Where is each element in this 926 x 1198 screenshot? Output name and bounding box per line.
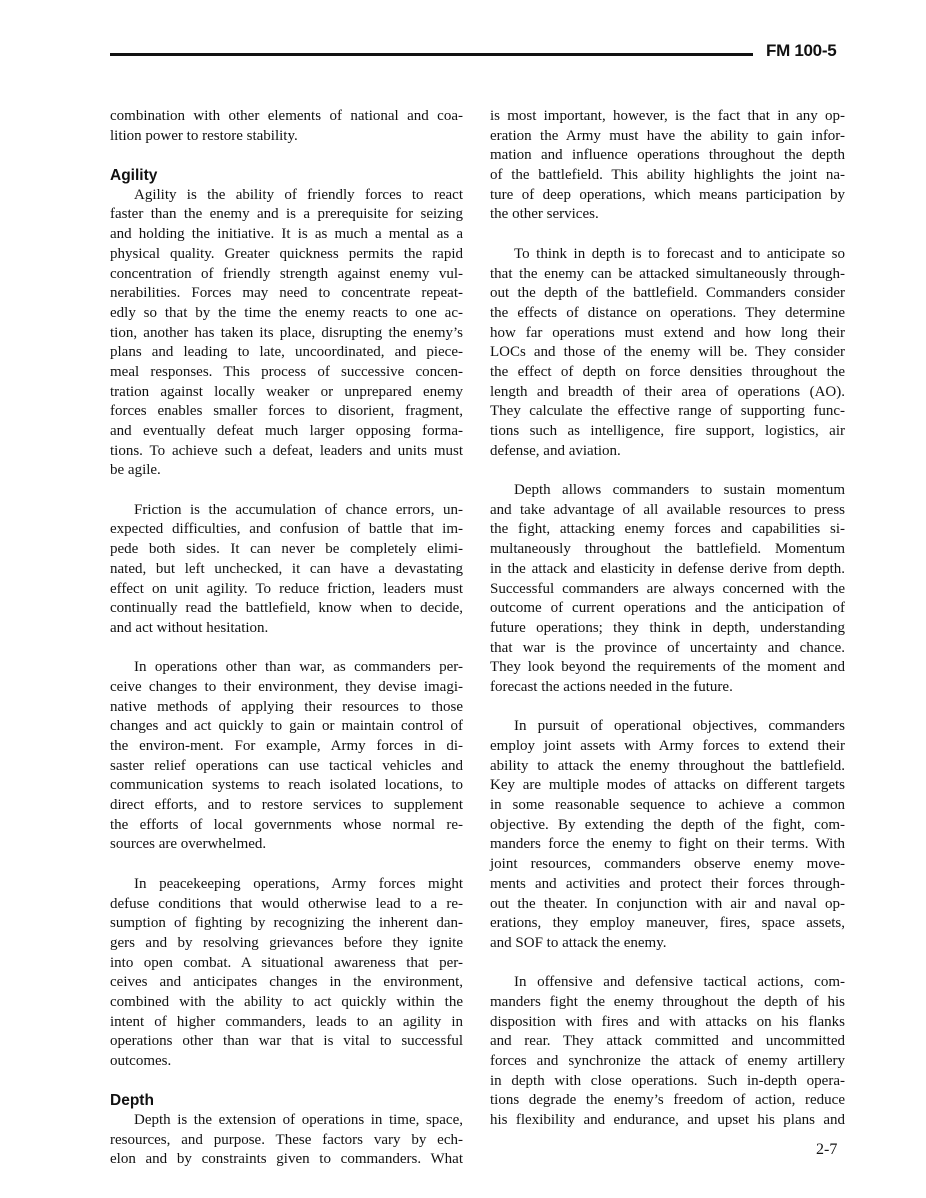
- text-line: outcome of current operations and the anticipation of: [490, 600, 845, 617]
- text-line: continually read the battlefield, know when to decide,: [110, 600, 463, 617]
- text-line: effect on unit agility. To reduce friction, leaders must: [110, 580, 463, 597]
- paragraph: [490, 107, 845, 225]
- text-line: meal responses. This process of successive concen-: [110, 363, 463, 380]
- text-line: direct efforts, and to restore services to supplement: [110, 797, 463, 814]
- text-line: length and breadth of their area of operations (AO).: [490, 383, 845, 400]
- text-line: future operations; they think in depth, understanding: [490, 619, 845, 636]
- text-line: tions such as intelligence, fire support, logistics, air: [490, 423, 845, 439]
- text-line: forces and synchronize the attack of enemy artillery: [490, 1053, 845, 1069]
- text-line: LOCs and those of the enemy will be. They consider: [490, 344, 845, 361]
- text-line: ceives and anticipates changes in the environment,: [110, 974, 463, 991]
- text-line: and SOF to attack the enemy.: [490, 934, 667, 951]
- text-line: in some reasonable sequence to achieve a common: [490, 797, 845, 814]
- paragraph: [490, 481, 845, 698]
- left-column: [110, 107, 463, 1170]
- text-line: forecast the actions needed in the future.: [490, 678, 733, 695]
- text-line: the fight, attacking enemy forces and capabilities si-: [490, 521, 845, 538]
- header-rule: [110, 53, 753, 56]
- document-id: FM 100-5: [766, 41, 837, 60]
- text-line: forces enables smaller forces to disorient, fragment,: [110, 403, 463, 420]
- text-line: manders force the enemy to fight on their terms. With: [490, 836, 845, 853]
- paragraph: [490, 717, 845, 953]
- text-line: sumption of fighting by recognizing the inherent dan-: [110, 915, 463, 932]
- text-line: out the theater. In conjunction with air and naval op-: [490, 895, 845, 912]
- text-line: ability to attack the enemy throughout the battlefield.: [490, 757, 845, 774]
- text-line: nated, but left unchecked, it can have a devastating: [110, 560, 463, 577]
- text-line: and act without hesitation.: [110, 619, 269, 636]
- text-line: erations, they employ maneuver, fires, space assets,: [490, 915, 845, 932]
- text-line: Depth allows commanders to sustain momentum: [514, 482, 845, 499]
- text-line: faster than the enemy and is a prerequisite for seizing: [110, 206, 463, 223]
- text-line: Key are multiple modes of attacks on different targets: [490, 777, 845, 794]
- text-line: pede both sides. It can never be completely elimi-: [110, 541, 463, 558]
- text-line: defuse conditions that would otherwise lead to a re-: [110, 895, 463, 912]
- paragraph: [110, 1111, 463, 1170]
- text-line: lition power to restore stability.: [110, 127, 298, 144]
- text-line: of the battlefield. This ability highlights the joint na-: [490, 167, 845, 184]
- text-line: and rear. They attack committed and uncommitted: [490, 1033, 845, 1050]
- text-line: tion, another has taken its place, disrupting the enemy’s: [110, 324, 463, 341]
- text-line: elon and by constraints given to commanders. What: [110, 1151, 463, 1168]
- text-line: out the depth of the battlefield. Commanders consider: [490, 285, 845, 302]
- text-line: into open combat. A situational awareness that per-: [110, 954, 463, 971]
- text-line: They look beyond the requirements of the moment and: [490, 659, 845, 676]
- paragraph: [110, 107, 463, 146]
- text-line: and holding the initiative. It is as much a mental as a: [110, 226, 463, 243]
- text-line: plans and leading to late, uncoordinated, and piece-: [110, 344, 463, 361]
- text-line: combination with other elements of national and coa-: [110, 108, 463, 124]
- text-line: nerabilities. Forces may need to concentrate repeat-: [110, 285, 463, 302]
- text-line: gers and by resolving grievances before they ignite: [110, 934, 463, 951]
- text-line: that war is the province of uncertainty and chance.: [490, 639, 845, 656]
- text-line: sources are overwhelmed.: [110, 836, 267, 853]
- text-line: disposition with fires and with attacks on his flanks: [490, 1013, 845, 1030]
- paragraph: [490, 973, 845, 1131]
- text-line: expected difficulties, and confusion of battle that im-: [110, 521, 463, 538]
- text-line: in the attack and elasticity in defense derive from depth.: [490, 560, 845, 577]
- text-line: Depth is the extension of operations in time, space,: [134, 1112, 463, 1129]
- text-line: outcomes.: [110, 1053, 172, 1069]
- text-line: In operations other than war, as commanders per-: [134, 659, 463, 676]
- text-line: ceive changes to their environment, they devise imagi-: [110, 678, 463, 695]
- text-line: the effects of distance on operations. They determine: [490, 304, 845, 321]
- text-line: joint resources, commanders observe enemy move-: [490, 856, 845, 873]
- text-line: concentration of friendly strength against enemy vul-: [110, 265, 463, 282]
- text-line: the environ-ment. For example, Army forces in di-: [110, 738, 463, 754]
- text-line: changes and act quickly to gain or maintain control of: [110, 718, 463, 735]
- paragraph: [110, 658, 463, 855]
- text-line: in depth with close operations. Such in-depth opera-: [490, 1072, 845, 1089]
- text-line: Friction is the accumulation of chance errors, un-: [134, 501, 463, 518]
- text-line: ture of deep operations, which means participation by: [490, 186, 845, 203]
- text-line: manders fight the enemy throughout the depth of his: [490, 993, 845, 1010]
- text-line: and eventually defeat much larger opposing forma-: [110, 423, 463, 439]
- text-line: is most important, however, is the fact that in any op-: [490, 108, 845, 124]
- text-line: how far operations must extend and how long their: [490, 324, 845, 341]
- text-line: operations other than war that is vital to successful: [110, 1033, 463, 1050]
- text-line: and take advantage of all available resources to press: [490, 501, 845, 518]
- text-line: saster relief operations can use tactical vehicles and: [110, 757, 463, 774]
- text-line: resources, and purpose. These factors vary by ech-: [110, 1131, 463, 1148]
- text-line: eration the Army must have the ability to gain infor-: [490, 127, 845, 144]
- section-heading: Depth: [110, 1092, 154, 1110]
- text-line: his flexibility and endurance, and upset his plans and: [490, 1112, 845, 1129]
- text-line: ments and activities and protect their forces through-: [490, 875, 845, 892]
- paragraph: [110, 875, 463, 1072]
- text-line: communication systems to reach isolated locations, to: [110, 777, 463, 794]
- page-number: 2-7: [816, 1141, 838, 1158]
- text-line: physical quality. Greater quickness permits the rapid: [110, 245, 463, 262]
- text-line: combined with the ability to act quickly within the: [110, 993, 463, 1010]
- paragraph: [110, 186, 463, 481]
- text-line: Successful commanders are always concerned with the: [490, 580, 845, 597]
- text-line: To think in depth is to forecast and to anticipate so: [514, 245, 845, 262]
- text-line: multaneously throughout the battlefield. Momentum: [490, 541, 845, 558]
- text-line: be agile.: [110, 462, 161, 479]
- paragraph: [110, 501, 463, 639]
- text-line: objective. By extending the depth of the fight, com-: [490, 816, 845, 833]
- text-line: tions. To achieve such a defeat, leaders and units must: [110, 442, 463, 459]
- text-line: the efforts of local governments whose normal re-: [110, 816, 463, 833]
- text-line: tions degrade the enemy’s freedom of action, reduce: [490, 1092, 845, 1109]
- text-line: native methods of applying their resources to those: [110, 698, 463, 715]
- right-column: [490, 107, 845, 1131]
- text-line: mation and influence operations throughout the depth: [490, 147, 845, 164]
- paragraph: [490, 245, 845, 462]
- text-line: In peacekeeping operations, Army forces might: [134, 875, 463, 892]
- text-line: the effect of depth on force densities throughout the: [490, 363, 845, 380]
- text-line: employ joint assets with Army forces to extend their: [490, 738, 845, 754]
- text-line: In offensive and defensive tactical actions, com-: [514, 974, 845, 991]
- text-line: the other services.: [490, 206, 599, 223]
- section-heading: Agility: [110, 167, 158, 185]
- text-line: that the enemy can be attacked simultaneously through-: [490, 265, 845, 282]
- text-line: edly so that by the time the enemy reacts to one ac-: [110, 304, 463, 321]
- text-line: They calculate the effective range of supporting func-: [490, 403, 845, 420]
- text-line: intent of higher commanders, leads to an agility in: [110, 1013, 463, 1030]
- text-line: tration against locally weaker or unprepared enemy: [110, 383, 463, 400]
- text-line: Agility is the ability of friendly forces to react: [134, 186, 463, 203]
- text-line: In pursuit of operational objectives, commanders: [514, 718, 845, 735]
- text-line: defense, and aviation.: [490, 442, 621, 459]
